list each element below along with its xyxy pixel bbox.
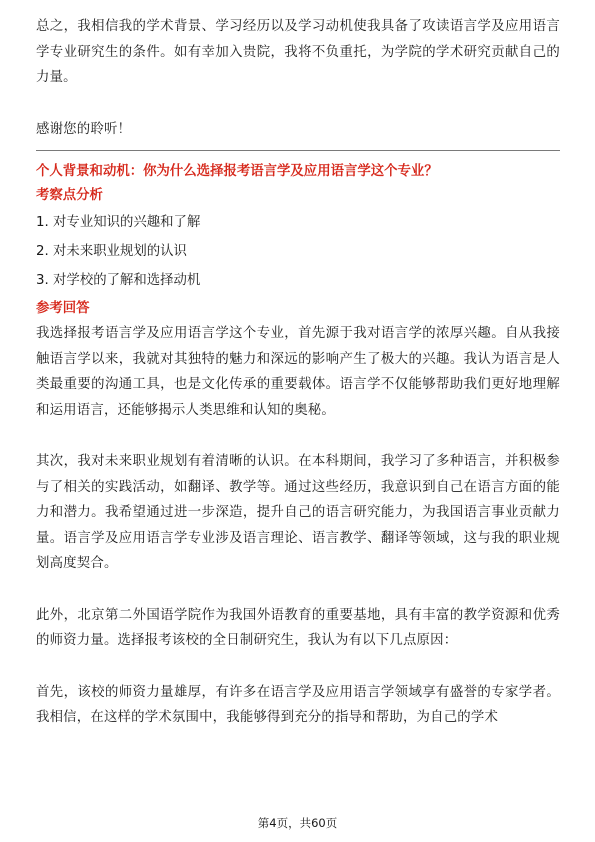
analysis-label: 考察点分析 (36, 188, 103, 203)
document-page (36, 14, 560, 731)
spacer (36, 91, 560, 117)
answer-paragraph: 我选择报考语言学及应用语言学这个专业，首先源于我对语言学的浓厚兴趣。自从我接触语言学以来，我就对其独特的魅力和深远的影响产生了极大的兴趣。我认为语言是人类最重要的沟通工具，也是文化传承的重要载体。语言学不仅能够帮助我们更好地理解和运用语言，还能够揭示人类思维和认知的奥秘。 (36, 326, 560, 418)
answer-paragraph: 首先，该校的师资力量雄厚，有许多在语言学及应用语言学领域享有盛誉的专家学者。我相信，在这样的学术氛围中，我能够得到充分的指导和帮助，为自己的学术 (36, 684, 560, 725)
analysis-item: 1. 对专业知识的兴趣和了解 (36, 215, 201, 230)
page-footer: 第4页，共60页 (257, 816, 338, 830)
thanks-text: 感谢您的聆听！ (36, 121, 132, 137)
answer-label: 参考回答 (36, 301, 90, 316)
intro-paragraph: 总之，我相信我的学术背景、学习经历以及学习动机使我具备了攻读语言学及应用语言学专业研究生的条件。如有幸加入贵院，我将不负重托，为学院的学术研究贡献自己的力量。 (36, 19, 560, 85)
analysis-item: 3. 对学校的了解和选择动机 (36, 273, 201, 288)
spacer (36, 577, 560, 603)
spacer (36, 654, 560, 680)
question-heading: 个人背景和动机：你为什么选择报考语言学及应用语言学这个专业？ (36, 164, 438, 179)
section-divider (36, 150, 560, 151)
spacer (36, 423, 560, 449)
answer-paragraph: 其次，我对未来职业规划有着清晰的认识。在本科期间，我学习了多种语言，并积极参与了相关的实践活动，如翻译、教学等。通过这些经历，我意识到自己在语言方面的能力和潜力。我希望通过进一步深造，提升自己的语言研究能力，为我国语言事业贡献力量。语言学及应用语言学专业涉及语言理论、语言教学、翻译等领域，这与我的职业规划高度契合。 (36, 454, 560, 571)
answer-paragraph: 此外，北京第二外国语学院作为我国外语教育的重要基地，具有丰富的教学资源和优秀的师资力量。选择报考该校的全日制研究生，我认为有以下几点原因： (36, 607, 560, 648)
analysis-item: 2. 对未来职业规划的认识 (36, 244, 187, 259)
